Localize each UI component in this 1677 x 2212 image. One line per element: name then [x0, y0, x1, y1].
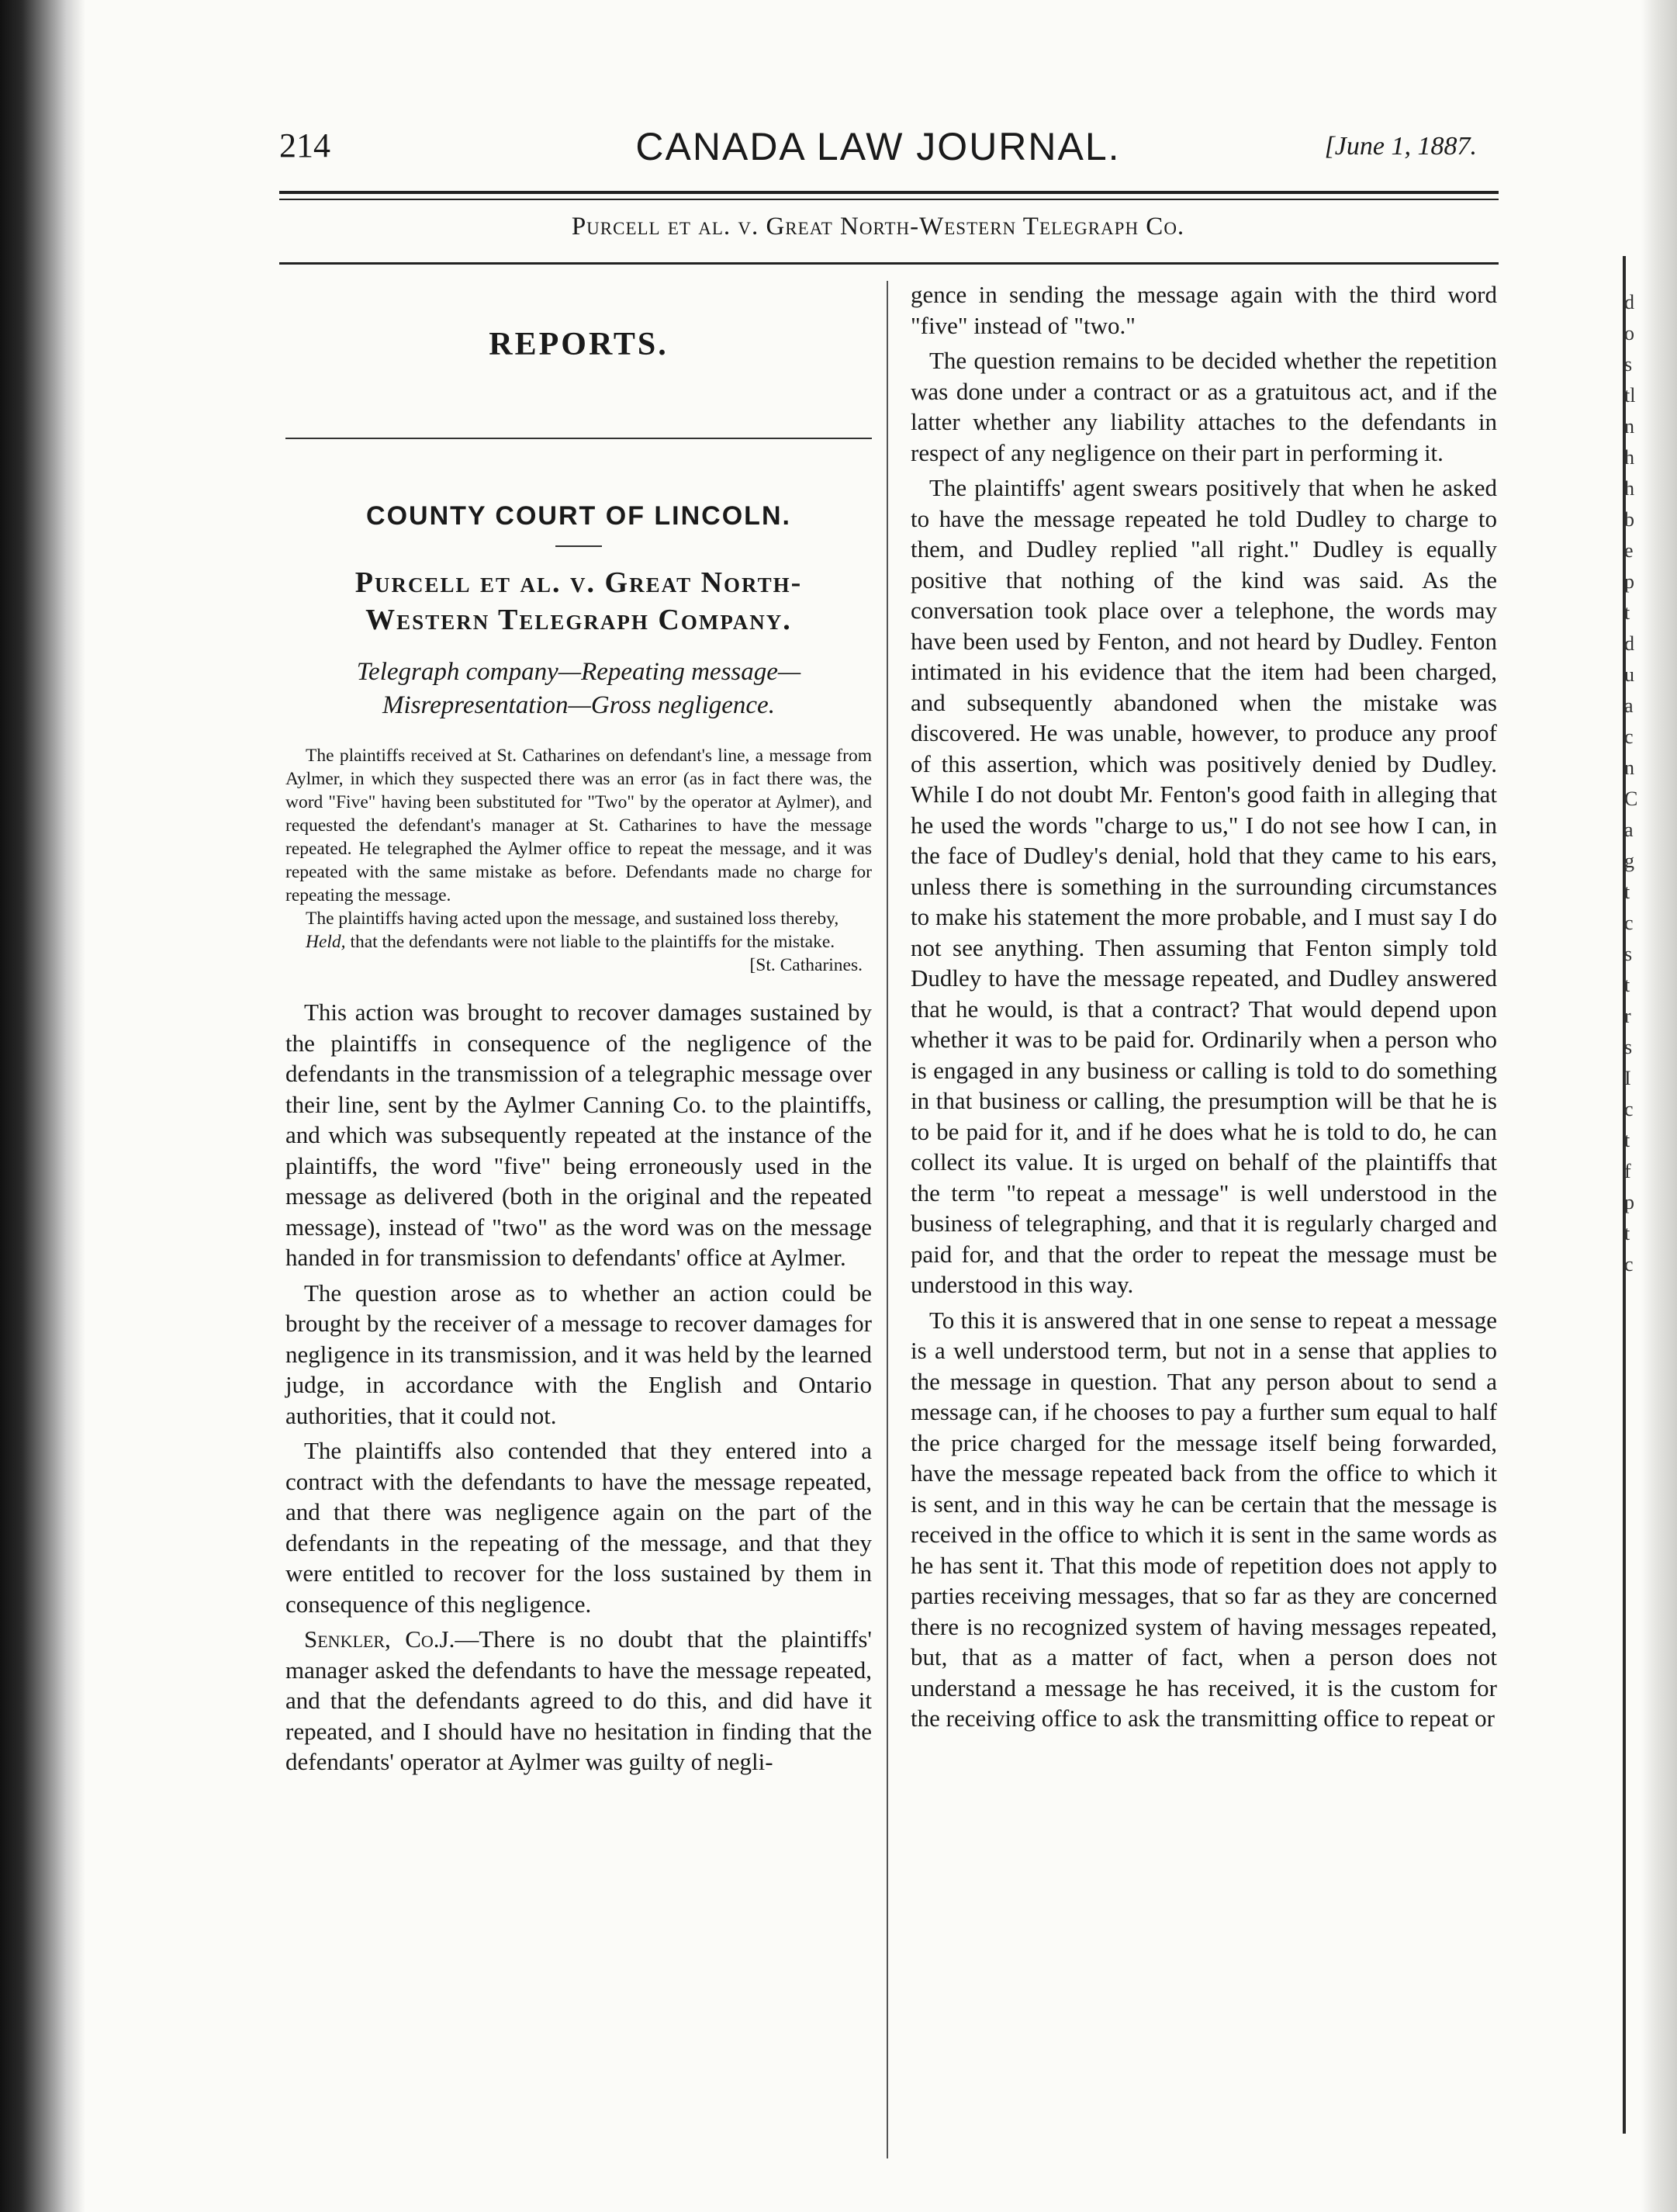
- page-number: 214: [279, 126, 330, 164]
- margin-fragment: n: [1624, 415, 1634, 438]
- margin-fragment: p: [1624, 1191, 1634, 1213]
- header-rule-thin: [279, 199, 1499, 200]
- case-title: Purcell et al. v. Great North-Western Telegraph Company.: [354, 566, 803, 636]
- left-column: [285, 279, 872, 1778]
- header-rule-thick: [279, 191, 1499, 194]
- margin-fragment: n: [1624, 756, 1634, 779]
- margin-fragment: t: [1624, 601, 1630, 624]
- judgment-paragraph: [285, 1624, 872, 1778]
- section-title: REPORTS.: [489, 327, 669, 362]
- body-paragraph: The question arose as to whether an action could be brought by the receiver of a message to recover damages for negligence in its transmission, and it was held by the learned judge, in accordance with the English and Ontario authorities, that it could not.: [285, 1279, 872, 1429]
- margin-fragment: f: [1624, 1160, 1631, 1182]
- margin-fragment: t: [1624, 974, 1630, 996]
- margin-fragment: g: [1624, 850, 1634, 872]
- right-body: [911, 279, 1497, 1734]
- margin-fragment: h: [1624, 446, 1634, 469]
- scan-binding-shadow-left: [0, 0, 85, 2212]
- headnote-paragraph: The plaintiffs having acted upon the message, and sustained loss thereby,: [306, 909, 839, 929]
- court-name: COUNTY COURT OF LINCOLN.: [366, 501, 791, 531]
- journal-title: CANADA LAW JOURNAL.: [635, 125, 1121, 168]
- margin-fragment: t: [1624, 1222, 1630, 1244]
- holding: [285, 930, 872, 954]
- body-paragraph: To this it is answered that in one sense to repeat a message is a well understood term, but not in a sense that applies to the message in question. That any person about to send a message can, if he chooses to pay a further sum equal to half the price charged for the message itself being forwarded, have the message repeated back from the office to which it is sent, and in this way he can be certain that the message is received in the office to which it is sent in the same words as he has sent it. That this mode of repetition does not apply to parties receiving messages, that so far as they are concerned there is no recognized system of having messages repeated, but, that as a matter of fact, when a person does not understand a message he has received, it is the custom for the receiving office to ask the transmitting office to repeat or: [911, 1306, 1497, 1732]
- body-paragraph: This action was brought to recover damages sustained by the plaintiffs in consequence of the negligence of the defendants in the transmission of a telegraphic message over their line, sent by the Aylmer Canning Co. to the plaintiffs, and which was subsequently repeated at the instance of the plaintiffs, the word "five" being erroneously used in the message as delivered (both in the original and the repeated message), instead of "two" as the word was on the message handed in for transmission to defendants' office at Aylmer.: [285, 999, 872, 1271]
- catchwords: Telegraph company—Repeating message—Misrepresentation—Gross negligence.: [356, 658, 801, 719]
- margin-fragment: t: [1624, 1129, 1630, 1151]
- margin-fragment: o: [1624, 322, 1634, 344]
- margin-fragment: C: [1624, 788, 1638, 810]
- margin-fragment: c: [1624, 725, 1634, 748]
- margin-fragment: d: [1624, 632, 1634, 655]
- margin-fragment: b: [1624, 508, 1634, 531]
- margin-fragment: d: [1624, 291, 1634, 313]
- margin-fragment: a: [1624, 694, 1634, 717]
- issue-date: [June 1, 1887.: [1324, 132, 1477, 161]
- place-of-decision: [St. Catharines.: [749, 955, 863, 975]
- margin-fragment: t: [1624, 881, 1630, 903]
- margin-fragment: tl: [1624, 384, 1636, 407]
- judge-name: Senkler, Co.J.: [304, 1625, 455, 1653]
- adjacent-page-fragments: [1624, 287, 1648, 1280]
- margin-fragment: c: [1624, 1098, 1634, 1120]
- margin-fragment: h: [1624, 477, 1634, 500]
- body-paragraph-continued: gence in sending the message again with the third word "five" instead of "two.": [911, 281, 1497, 339]
- column-divider: [887, 281, 888, 2158]
- margin-fragment: c: [1624, 912, 1634, 934]
- judgment-text: —There is no doubt that the plaintiffs' manager asked the defendants to have the message repeated, and that the defendants agreed to do this, and did have it repeated, and I should have no hesitation in finding that the defendants' operator at Aylmer was guilty of negli-: [285, 1625, 873, 1775]
- margin-fragment: s: [1624, 943, 1633, 965]
- held-text: that the defendants were not liable to the plaintiffs for the mistake.: [345, 932, 835, 952]
- margin-fragment: r: [1624, 1005, 1631, 1027]
- margin-fragment: a: [1624, 819, 1634, 841]
- running-head: Purcell et al. v. Great North-Western Telegraph Co.: [571, 213, 1185, 241]
- margin-fragment: p: [1624, 570, 1634, 593]
- margin-fragment: I: [1624, 1067, 1631, 1089]
- section-rule: [285, 438, 872, 439]
- left-body: [285, 997, 872, 1778]
- right-column: [911, 279, 1497, 1734]
- headnote: [285, 744, 872, 977]
- body-paragraph: The plaintiffs' agent swears positively that when he asked to have the message repeated he told Dudley to charge to them, and Dudley replied "all right." Dudley is equally positive that nothing of the kind was said. As the conversation took place over a telephone, the words may have been used by Fenton, and not heard by Dudley. Fenton intimated in his evidence that the item had been charged, and subsequently abandoned when the mistake was discovered. He was unable, however, to produce any proof of this assertion, which was positively denied by Dudley. While I do not doubt Mr. Fenton's good faith in alleging that he used the words "charge to us," I do not see how I can, in the face of Dudley's denial, hold that they came to his ears, unless there is something in the surrounding circumstances to make his statement the more probable, and I must say I do not see anything. Then assuming that Fenton simply told Dudley to have the message repeated, and Dudley answered that he would, is that a contract? That would depend upon whether it was to be paid for. Ordinarily when a person who is engaged in any business or calling is told to do something in that business or calling, the presumption will be that he is to be paid for it, and if he does what he is told to do, he can collect its value. It is urged on behalf of the plaintiffs that the term "to repeat a message" is well understood in the business of telegraphing, and that it is regularly charged and paid for, and that the order to repeat the message must be understood in this way.: [911, 474, 1497, 1298]
- margin-fragment: c: [1624, 1253, 1634, 1276]
- court-rule: [555, 545, 602, 547]
- margin-fragment: e: [1624, 539, 1634, 562]
- page-header: [279, 124, 1477, 178]
- body-paragraph: The question remains to be decided whether the repetition was done under a contract or as a gratuitous act, and if the latter whether any liability attaches to the defendants in respect of any negligence on their part in performing it.: [911, 347, 1497, 466]
- held-label: Held,: [306, 932, 346, 952]
- headnote-paragraph: The plaintiffs received at St. Catharines on defendant's line, a message from Aylmer, in which they suspected there was an error (as in fact there was, the word "Five" having been substituted for "Two" by the operator at Aylmer), and requested the defendant's manager at St. Catharines to have the message repeated. He telegraphed the Aylmer office to repeat the message, and it was repeated with the same mistake as before. Defendants made no charge for repeating the message.: [285, 746, 872, 905]
- margin-fragment: u: [1624, 663, 1634, 686]
- margin-fragment: s: [1624, 353, 1633, 376]
- margin-fragment: s: [1624, 1036, 1633, 1058]
- running-head-rule: [279, 262, 1499, 265]
- body-paragraph: The plaintiffs also contended that they entered into a contract with the defendants to have the message repeated, and that there was negligence again on the part of the defendants in the repeating of the message, and that they were entitled to recover for the loss sustained by them in consequence of this negligence.: [285, 1437, 872, 1618]
